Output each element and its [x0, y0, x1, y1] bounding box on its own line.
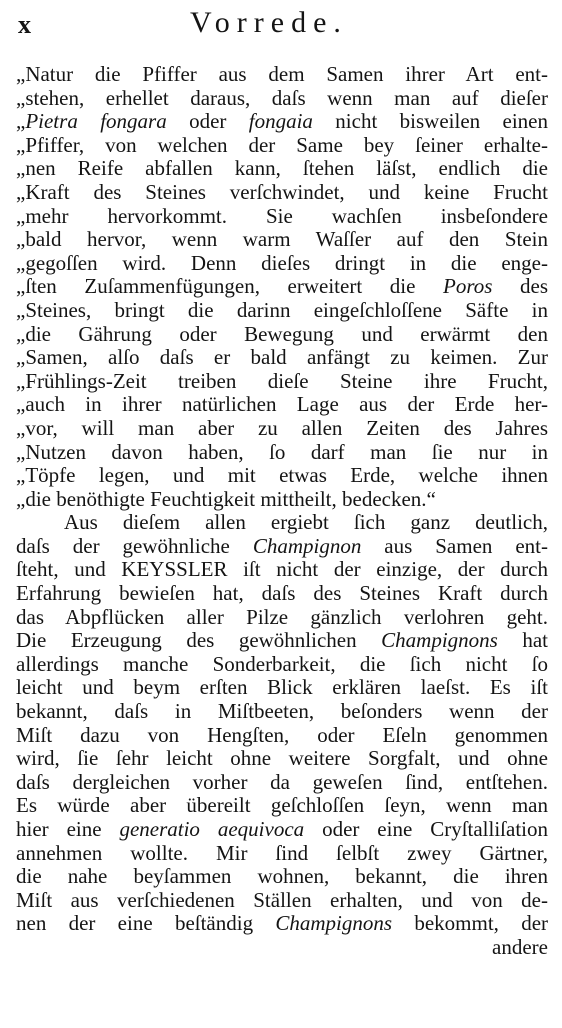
text-segment: hier eine: [16, 818, 120, 841]
text-line: das Abpflücken aller Pilze gänzlich verlohren geht.: [16, 605, 548, 629]
text-line: [16, 818, 548, 842]
text-line: „Natur die Pfiffer aus dem Samen ihrer Art ent-: [16, 63, 548, 86]
text-line: [16, 535, 548, 559]
text-segment: nen der eine beſtändig: [16, 912, 276, 936]
text-line: „gegoſſen wird. Denn dieſes dringt in die enge-: [16, 251, 548, 275]
text-line: „stehen, erhellet daraus, daſs wenn man auf dieſer: [16, 86, 548, 110]
italic-term: Champignons: [275, 912, 393, 936]
text-line: ſteht, und KEYSSLER iſt nicht der einzige, der durch: [16, 558, 548, 582]
text-line: bekannt, daſs in Miſtbeeten, beſonders wenn der: [16, 700, 548, 724]
text-line: „auch in ihrer natürlichen Lage aus der Erde her-: [16, 393, 548, 417]
text-segment: „: [16, 110, 26, 134]
text-segment: bekommt, der: [392, 912, 548, 936]
text-line: allerdings manche Sonderbarkeit, die ſich nicht ſo: [16, 652, 548, 676]
italic-term: Champignons: [381, 629, 498, 653]
text-line: leicht und beym erſten Blick erklären laeſst. Es iſt: [16, 676, 548, 700]
text-line: andere: [492, 935, 548, 959]
text-line: wird, ſie ſehr leicht ohne weitere Sorgfalt, und ohne: [16, 747, 548, 771]
text-line: Miſt aus verſchiedenen Ställen erhalten, und von de-: [16, 888, 548, 912]
text-line: Es würde aber übereilt geſchloſſen ſeyn, wenn man: [16, 794, 548, 818]
text-segment: hat: [497, 629, 548, 653]
text-segment: oder: [166, 110, 249, 134]
text-line: „die benöthigte Feuchtigkeit mittheilt, bedecken.“: [16, 487, 436, 511]
text-line: „die Gährung oder Bewegung und erwärmt den: [16, 322, 548, 346]
text-line: annehmen wollte. Mir ſind ſelbſt zwey Gärtner,: [16, 841, 548, 865]
text-line: „Kraft des Steines verſchwindet, und keine Frucht: [16, 180, 548, 204]
text-line: Miſt dazu von Hengſten, oder Eſeln genommen: [16, 723, 548, 747]
text-line: „Steines, bringt die darinn eingeſchloſſene Säfte in: [16, 298, 548, 322]
text-line: die nahe beyſammen wohnen, bekannt, die ihren: [16, 865, 548, 889]
text-segment: nicht bisweilen einen: [312, 110, 548, 134]
text-line: „nen Reife abfallen kann, ſtehen läſst, endlich die: [16, 157, 548, 181]
text-line: „Nutzen davon haben, ſo darf man ſie nur in: [16, 440, 548, 464]
text-line: „Samen, alſo daſs er bald anfängt zu keimen. Zur: [16, 346, 548, 370]
text-segment: daſs der gewöhnliche: [16, 534, 253, 558]
text-line: [16, 110, 548, 134]
text-line: „Pfiffer, von welchen der Same bey ſeiner erhalte-: [16, 133, 548, 157]
text-line: [16, 275, 548, 299]
text-segment: des: [492, 275, 548, 299]
italic-term: fongaia: [248, 110, 313, 134]
text-segment: Die Erzeugung des gewöhnlichen: [16, 629, 382, 653]
text-segment: „ſten Zuſammenfügungen, erweitert die: [16, 275, 443, 299]
text-line: Aus dieſem allen ergiebt ſich ganz deutlich,: [64, 511, 548, 535]
text-line: „bald hervor, wenn warm Waſſer auf den Stein: [16, 228, 548, 252]
text-line: [16, 912, 548, 936]
text-line: „mehr hervorkommt. Sie wachſen insbeſondere: [16, 204, 548, 228]
text-line: „Töpfe legen, und mit etwas Erde, welche ihnen: [16, 464, 548, 488]
text-segment: aus Samen ent-: [361, 534, 548, 558]
running-head: Vorrede.: [190, 6, 348, 39]
page-number: x: [18, 10, 31, 39]
italic-term: Poros: [443, 275, 493, 299]
text-line: „vor, will man aber zu allen Zeiten des Jahres: [16, 416, 548, 440]
italic-term: Pietra fongara: [25, 110, 167, 134]
text-line: daſs dergleichen vorher da geweſen ſind, entſtehen.: [16, 770, 548, 794]
text-segment: oder eine Cryſtalliſation: [304, 818, 548, 841]
italic-term: Champignon: [252, 534, 362, 558]
body-text: [16, 63, 548, 960]
text-line: „Frühlings-Zeit treiben dieſe Steine ihre Frucht,: [16, 369, 548, 393]
text-line: [16, 629, 548, 653]
italic-term: generatio aequivoca: [119, 818, 305, 841]
text-line: Erfahrung bewieſen hat, daſs des Steines Kraft durch: [16, 582, 548, 606]
page-header: [0, 0, 562, 48]
